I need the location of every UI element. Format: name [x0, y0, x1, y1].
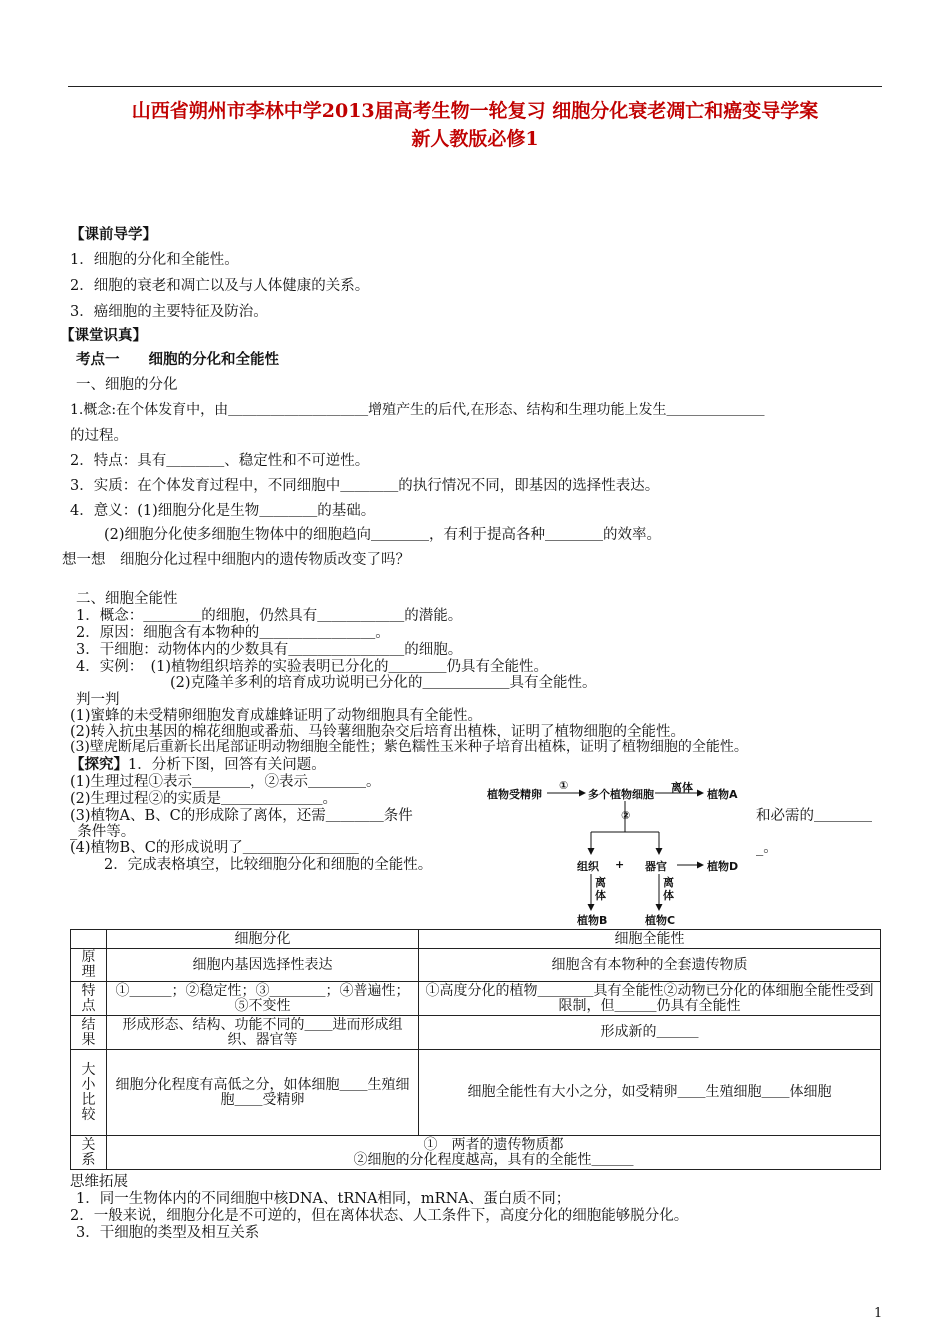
plant-c-label: 植物C	[645, 914, 676, 927]
explore-question-2: 2．完成表格填空，比较细胞分化和细胞的全能性。	[104, 857, 433, 873]
differentiation-subheading: 一、细胞的分化	[76, 377, 178, 393]
plant-b-label: 植物B	[577, 914, 608, 927]
explore-part-1: (1)生理过程①表示＿＿＿＿，②表示＿＿＿＿。	[70, 774, 381, 790]
totipotency-line-1: 1．概念：＿＿＿＿的细胞，仍然具有＿＿＿＿＿＿的潜能。	[76, 608, 463, 624]
comparison-table	[70, 929, 881, 1170]
row-label: 大小比较	[71, 1050, 107, 1136]
table-row	[71, 1016, 881, 1050]
judge-heading: 判一判	[76, 692, 120, 708]
plant-a-label: 植物A	[707, 788, 738, 801]
plant-d-label: 植物D	[707, 860, 739, 873]
doc-title-line1: 山西省朔州市李林中学2013届高考生物一轮复习 细胞分化衰老凋亡和癌变导学案	[131, 100, 819, 122]
explore-question-1: 1．分析下图，回答有关问题。	[128, 757, 326, 773]
class-study-heading: 【课堂识真】	[60, 327, 147, 344]
table-row	[71, 982, 881, 1016]
totipotency-line-4: 4．实例： (1)植物组织培养的实验表明已分化的＿＿＿＿仍具有全能性。	[76, 659, 549, 675]
extend-heading: 思维拓展	[70, 1174, 128, 1190]
pre-study-item-3: 3．癌细胞的主要特征及防治。	[70, 304, 268, 320]
totipotency-cell: 形成新的＿＿＿	[419, 1016, 881, 1050]
process-1-label: ①	[559, 779, 569, 792]
explore-part-3-right: 和必需的＿＿＿＿	[756, 808, 872, 824]
tissue-label: 组织	[577, 860, 599, 873]
think-question: 想一想 细胞分化过程中细胞内的遗传物质改变了吗？	[62, 552, 410, 568]
row-label: 结果	[71, 1016, 107, 1050]
relation-line-2: ②细胞的分化程度越高，具有的全能性＿＿＿	[353, 1151, 634, 1168]
relation-cell	[107, 1136, 881, 1170]
essence-line: 3．实质：在个体发育过程中，不同细胞中＿＿＿＿的执行情况不同，即基因的选择性表达。	[70, 478, 660, 494]
plus-sign: +	[615, 858, 625, 871]
differentiation-cell: ①＿＿＿；②稳定性；③＿＿＿＿；④普遍性；⑤不变性	[107, 982, 419, 1016]
top-rule	[68, 86, 882, 87]
isolate-label-3: 离体	[663, 876, 674, 902]
explore-part-2: (2)生理过程②的实质是＿＿＿＿＿＿＿。	[70, 791, 338, 807]
judge-item-3: (3)壁虎断尾后重新长出尾部证明动物细胞全能性；紫色糯性玉米种子培育出植株，证明了植物细胞的全能性。	[70, 739, 748, 755]
explore-heading: 【探究】	[70, 756, 128, 773]
explore-part-4: (4)植物B、C的形成说明了＿＿＿＿＿＿＿＿	[70, 840, 359, 856]
totipotency-line-3: 3．干细胞：动物体内的少数具有＿＿＿＿＿＿＿＿的细胞。	[76, 642, 463, 658]
process-2-label: ②	[621, 809, 631, 822]
extend-item-2: 2．一般来说，细胞分化是不可逆的，但在离体状态、人工条件下，高度分化的细胞能够脱分化。	[70, 1208, 689, 1224]
point1-heading: 考点一 细胞的分化和全能性	[76, 351, 279, 368]
explore-part-3: (3)植物A、B、C的形成除了离体，还需＿＿＿＿条件	[70, 808, 413, 824]
judge-item-1: (1)蜜蜂的未受精卵细胞发育成雄蜂证明了动物细胞具有全能性。	[70, 708, 483, 724]
judge-item-2: (2)转入抗虫基因的棉花细胞或番茄、马铃薯细胞杂交后培育出植株，证明了植物细胞的全能性。	[70, 724, 686, 740]
isolate-label-1: 离体	[671, 781, 693, 794]
totipotency-cell: 细胞含有本物种的全套遗传物质	[419, 949, 881, 982]
table-row	[71, 949, 881, 982]
table-header-totipotency: 细胞全能性	[419, 930, 881, 949]
differentiation-cell: 形成形态、结构、功能不同的＿＿进而形成组织、器官等	[107, 1016, 419, 1050]
table-row	[71, 1050, 881, 1136]
totipotency-subheading: 二、细胞全能性	[76, 591, 178, 607]
row-label: 原理	[71, 949, 107, 982]
meaning-line-1: 4．意义：(1)细胞分化是生物＿＿＿＿的基础。	[70, 503, 376, 519]
meaning-line-2: (2)细胞分化使多细胞生物体中的细胞趋向＿＿＿＿，有利于提高各种＿＿＿＿的效率。	[104, 527, 662, 543]
extend-item-1: 1．同一生物体内的不同细胞中核DNA、tRNA相同，mRNA、蛋白质不同；	[76, 1191, 571, 1207]
plant-development-diagram	[485, 778, 775, 928]
relation-line-1: ① 两者的遗传物质都	[423, 1136, 564, 1153]
multi-cells-label: 多个植物细胞	[588, 788, 654, 801]
fertilized-egg-label: 植物受精卵	[487, 788, 542, 801]
table-row	[71, 1136, 881, 1170]
totipotency-line-2: 2．原因：细胞含有本物种的＿＿＿＿＿＿＿＿。	[76, 625, 390, 641]
totipotency-line-5: (2)克隆羊多利的培育成功说明已分化的＿＿＿＿＿＿具有全能性。	[170, 675, 597, 691]
table-header-differentiation: 细胞分化	[107, 930, 419, 949]
feature-line: 2．特点：具有＿＿＿＿、稳定性和不可逆性。	[70, 453, 370, 469]
concept-line-a: 1.概念:在个体发育中，由＿＿＿＿＿＿＿＿＿＿增殖产生的后代,在形态、结构和生理功能上发生＿＿＿＿＿＿＿	[70, 402, 765, 418]
pre-study-item-1: 1．细胞的分化和全能性。	[70, 252, 239, 268]
differentiation-cell: 细胞分化程度有高低之分，如体细胞＿＿生殖细胞＿＿受精卵	[107, 1050, 419, 1136]
pre-study-item-2: 2．细胞的衰老和凋亡以及与人体健康的关系。	[70, 278, 370, 294]
totipotency-cell: 细胞全能性有大小之分，如受精卵＿＿生殖细胞＿＿体细胞	[419, 1050, 881, 1136]
differentiation-cell: 细胞内基因选择性表达	[107, 949, 419, 982]
totipotency-cell: ①高度分化的植物＿＿＿＿具有全能性②动物已分化的体细胞全能性受到限制，但＿＿＿仍具有全能性	[419, 982, 881, 1016]
row-label: 特点	[71, 982, 107, 1016]
table-header-blank	[71, 930, 107, 949]
extend-item-3: 3．干细胞的类型及相互关系	[76, 1225, 260, 1241]
row-label: 关系	[71, 1136, 107, 1170]
page-number: 1	[874, 1306, 883, 1321]
doc-title-line2: 新人教版必修1	[411, 128, 539, 150]
organ-label: 器官	[645, 860, 667, 873]
concept-line-b: 的过程。	[70, 428, 128, 444]
pre-study-heading: 【课前导学】	[70, 226, 157, 243]
isolate-label-2: 离体	[595, 876, 606, 902]
explore-part-3-b: _条件等。	[70, 824, 136, 840]
explore-part-4-right: _。	[756, 840, 778, 856]
